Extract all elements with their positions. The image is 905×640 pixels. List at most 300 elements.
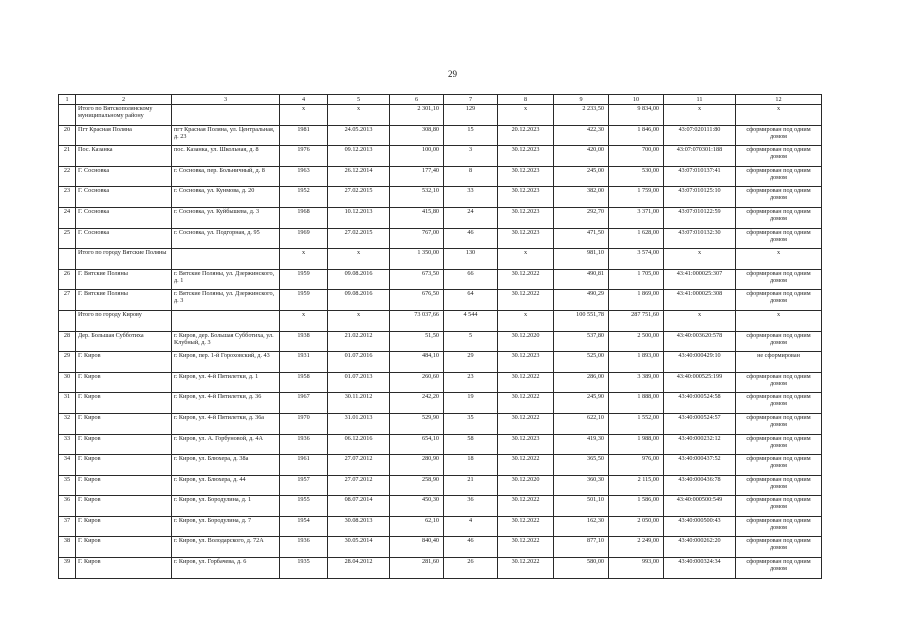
year-built-cell: 1957 <box>280 475 328 496</box>
cadastral-number-cell: 43:40:000524:57 <box>664 413 736 434</box>
locality-cell: Г. Сосновка <box>76 166 172 187</box>
recognition-date-cell: 27.07.2012 <box>328 455 390 476</box>
resettlement-date-cell: x <box>498 310 554 331</box>
locality-cell: Г. Киров <box>76 352 172 373</box>
year-built-cell: x <box>280 249 328 270</box>
area-cell: 415,80 <box>390 207 444 228</box>
cadastral-number-cell: 43:40:003620:578 <box>664 331 736 352</box>
address-cell: г. Сосновка, ул. Куйбышева, д. 3 <box>172 207 280 228</box>
recognition-date-cell: 30.08.2013 <box>328 516 390 537</box>
residents-count-cell: 66 <box>444 269 498 290</box>
cadastral-number-cell: 43:40:000524:58 <box>664 393 736 414</box>
resettlement-date-cell: 30.12.2022 <box>498 290 554 311</box>
table-row <box>59 372 822 393</box>
table-row <box>59 475 822 496</box>
column-number: 4 <box>280 95 328 105</box>
address-cell: пгт Красная Поляна, ул. Центральная, д. 23 <box>172 125 280 146</box>
land-area-cell: 245,90 <box>554 393 609 414</box>
cadastral-number-cell: 43:40:000429:10 <box>664 352 736 373</box>
area-cell: 654,10 <box>390 434 444 455</box>
land-area-cell: 622,10 <box>554 413 609 434</box>
year-built-cell: 1970 <box>280 413 328 434</box>
page-number: 29 <box>448 69 457 79</box>
recognition-date-cell: x <box>328 105 390 126</box>
cadastral-number-cell: 43:40:000324:34 <box>664 558 736 579</box>
plot-area-cell: 287 751,60 <box>609 310 664 331</box>
locality-cell: Г. Киров <box>76 558 172 579</box>
year-built-cell: 1981 <box>280 125 328 146</box>
locality-cell: Г. Вятские Поляны <box>76 269 172 290</box>
cadastral-number-cell: 43:40:000437:52 <box>664 455 736 476</box>
recognition-date-cell: 26.12.2014 <box>328 166 390 187</box>
plot-status-cell: сформирован под одним домом <box>736 516 822 537</box>
row-number-cell: 25 <box>59 228 76 249</box>
plot-status-cell: сформирован под одним домом <box>736 475 822 496</box>
land-area-cell: 471,50 <box>554 228 609 249</box>
recognition-date-cell: 27.02.2015 <box>328 228 390 249</box>
table-row <box>59 434 822 455</box>
locality-cell: Г. Киров <box>76 393 172 414</box>
year-built-cell: x <box>280 105 328 126</box>
locality-cell: Г. Сосновка <box>76 187 172 208</box>
cadastral-number-cell: x <box>664 310 736 331</box>
plot-status-cell: сформирован под одним домом <box>736 187 822 208</box>
row-number-cell <box>59 249 76 270</box>
row-number-cell <box>59 105 76 126</box>
locality-cell: Дер. Большая Субботиха <box>76 331 172 352</box>
row-number-cell: 38 <box>59 537 76 558</box>
row-number-cell: 36 <box>59 496 76 517</box>
address-cell: г. Киров, ул. Володарского, д. 72А <box>172 537 280 558</box>
land-area-cell: 245,00 <box>554 166 609 187</box>
row-number-cell: 21 <box>59 146 76 167</box>
year-built-cell: 1959 <box>280 290 328 311</box>
residents-count-cell: 24 <box>444 207 498 228</box>
address-cell: г. Киров, ул. Бородулина, д. 7 <box>172 516 280 537</box>
plot-status-cell: x <box>736 249 822 270</box>
year-built-cell: x <box>280 310 328 331</box>
resettlement-date-cell: 30.12.2022 <box>498 372 554 393</box>
row-number-cell: 20 <box>59 125 76 146</box>
cadastral-number-cell: 43:40:000525:199 <box>664 372 736 393</box>
locality-cell: Г. Киров <box>76 475 172 496</box>
table-row <box>59 537 822 558</box>
row-number-cell: 24 <box>59 207 76 228</box>
land-area-cell: 501,10 <box>554 496 609 517</box>
plot-area-cell: 3 389,00 <box>609 372 664 393</box>
plot-status-cell: не сформирован <box>736 352 822 373</box>
row-number-cell: 26 <box>59 269 76 290</box>
row-number-cell: 28 <box>59 331 76 352</box>
recognition-date-cell: 09.12.2013 <box>328 146 390 167</box>
year-built-cell: 1935 <box>280 558 328 579</box>
row-number-cell: 39 <box>59 558 76 579</box>
cadastral-number-cell: 43:40:000232:12 <box>664 434 736 455</box>
plot-status-cell: сформирован под одним домом <box>736 331 822 352</box>
column-number: 12 <box>736 95 822 105</box>
plot-area-cell: 9 834,00 <box>609 105 664 126</box>
area-cell: 1 350,00 <box>390 249 444 270</box>
year-built-cell: 1958 <box>280 372 328 393</box>
locality-cell: Г. Киров <box>76 413 172 434</box>
plot-area-cell: 3 371,00 <box>609 207 664 228</box>
resettlement-date-cell: 30.12.2023 <box>498 228 554 249</box>
area-cell: 281,60 <box>390 558 444 579</box>
cadastral-number-cell: 43:07:020111:80 <box>664 125 736 146</box>
row-number-cell: 34 <box>59 455 76 476</box>
plot-status-cell: сформирован под одним домом <box>736 372 822 393</box>
land-area-cell: 100 551,78 <box>554 310 609 331</box>
plot-status-cell: сформирован под одним домом <box>736 290 822 311</box>
area-cell: 308,80 <box>390 125 444 146</box>
column-number: 3 <box>172 95 280 105</box>
land-area-cell: 525,00 <box>554 352 609 373</box>
plot-area-cell: 3 574,00 <box>609 249 664 270</box>
residents-count-cell: 29 <box>444 352 498 373</box>
row-number-cell: 30 <box>59 372 76 393</box>
residents-count-cell: 130 <box>444 249 498 270</box>
residents-count-cell: 36 <box>444 496 498 517</box>
land-area-cell: 490,29 <box>554 290 609 311</box>
plot-status-cell: сформирован под одним домом <box>736 146 822 167</box>
plot-area-cell: 1 586,00 <box>609 496 664 517</box>
residents-count-cell: 15 <box>444 125 498 146</box>
locality-cell: Пос. Казанка <box>76 146 172 167</box>
locality-cell: Г. Сосновка <box>76 228 172 249</box>
column-number: 2 <box>76 95 172 105</box>
address-cell: г. Киров, ул. 4-й Пятилетки, д. 36 <box>172 393 280 414</box>
residents-count-cell: 18 <box>444 455 498 476</box>
resettlement-date-cell: 30.12.2023 <box>498 166 554 187</box>
locality-cell: Г. Киров <box>76 537 172 558</box>
plot-status-cell: сформирован под одним домом <box>736 455 822 476</box>
address-cell: г. Киров, ул. Бородулина, д. 1 <box>172 496 280 517</box>
column-number: 10 <box>609 95 664 105</box>
recognition-date-cell: 27.02.2015 <box>328 187 390 208</box>
resettlement-date-cell: 30.12.2022 <box>498 269 554 290</box>
plot-area-cell: 2 050,00 <box>609 516 664 537</box>
cadastral-number-cell: 43:07:010137:41 <box>664 166 736 187</box>
resettlement-date-cell: 30.12.2022 <box>498 558 554 579</box>
address-cell: г. Вятские Поляны, ул. Дзержинского, д. 1 <box>172 269 280 290</box>
land-area-cell: 419,30 <box>554 434 609 455</box>
area-cell: 532,10 <box>390 187 444 208</box>
address-cell: г. Киров, дер. Большая Субботиха, ул. Клубный, д. 3 <box>172 331 280 352</box>
year-built-cell: 1955 <box>280 496 328 517</box>
table-row <box>59 331 822 352</box>
land-area-cell: 422,30 <box>554 125 609 146</box>
year-built-cell: 1952 <box>280 187 328 208</box>
residents-count-cell: 46 <box>444 228 498 249</box>
area-cell: 484,10 <box>390 352 444 373</box>
land-area-cell: 382,00 <box>554 187 609 208</box>
address-cell: г. Киров, пер. 1-й Гороховский, д. 43 <box>172 352 280 373</box>
cadastral-number-cell: 43:40:000500:43 <box>664 516 736 537</box>
land-area-cell: 365,50 <box>554 455 609 476</box>
plot-area-cell: 1 988,00 <box>609 434 664 455</box>
locality-cell: Г. Киров <box>76 372 172 393</box>
resettlement-date-cell: x <box>498 105 554 126</box>
resettlement-date-cell: 30.12.2023 <box>498 187 554 208</box>
area-cell: 767,00 <box>390 228 444 249</box>
area-cell: 280,90 <box>390 455 444 476</box>
address-cell <box>172 249 280 270</box>
plot-area-cell: 1 846,00 <box>609 125 664 146</box>
plot-status-cell: сформирован под одним домом <box>736 537 822 558</box>
area-cell: 100,00 <box>390 146 444 167</box>
recognition-date-cell: 30.05.2014 <box>328 537 390 558</box>
land-area-cell: 537,80 <box>554 331 609 352</box>
cadastral-number-cell: 43:41:000025:307 <box>664 269 736 290</box>
residents-count-cell: 23 <box>444 372 498 393</box>
cadastral-number-cell: x <box>664 249 736 270</box>
land-area-cell: 286,00 <box>554 372 609 393</box>
plot-area-cell: 976,00 <box>609 455 664 476</box>
column-number: 11 <box>664 95 736 105</box>
plot-area-cell: 1 552,00 <box>609 413 664 434</box>
plot-area-cell: 1 759,00 <box>609 187 664 208</box>
land-area-cell: 580,00 <box>554 558 609 579</box>
land-area-cell: 981,10 <box>554 249 609 270</box>
recognition-date-cell: 09.08.2016 <box>328 269 390 290</box>
recognition-date-cell: 01.07.2016 <box>328 352 390 373</box>
table-row <box>59 269 822 290</box>
area-cell: 242,20 <box>390 393 444 414</box>
cadastral-number-cell: 43:07:010125:10 <box>664 187 736 208</box>
residents-count-cell: 35 <box>444 413 498 434</box>
year-built-cell: 1938 <box>280 331 328 352</box>
resettlement-date-cell: 30.12.2022 <box>498 537 554 558</box>
resettlement-date-cell: 20.12.2023 <box>498 125 554 146</box>
land-area-cell: 877,10 <box>554 537 609 558</box>
row-number-cell: 37 <box>59 516 76 537</box>
recognition-date-cell: 08.07.2014 <box>328 496 390 517</box>
year-built-cell: 1931 <box>280 352 328 373</box>
plot-status-cell: сформирован под одним домом <box>736 125 822 146</box>
subtotal-row <box>59 105 822 126</box>
plot-area-cell: 1 888,00 <box>609 393 664 414</box>
residents-count-cell: 26 <box>444 558 498 579</box>
recognition-date-cell: 30.11.2012 <box>328 393 390 414</box>
column-number: 8 <box>498 95 554 105</box>
plot-area-cell: 1 893,00 <box>609 352 664 373</box>
residents-count-cell: 3 <box>444 146 498 167</box>
recognition-date-cell: x <box>328 310 390 331</box>
year-built-cell: 1968 <box>280 207 328 228</box>
address-cell: г. Киров, ул. Блюхера, д. 38а <box>172 455 280 476</box>
address-cell: г. Киров, ул. Горбачева, д. 6 <box>172 558 280 579</box>
address-cell: г. Сосновка, ул. Подгорная, д. 95 <box>172 228 280 249</box>
year-built-cell: 1959 <box>280 269 328 290</box>
plot-status-cell: сформирован под одним домом <box>736 434 822 455</box>
plot-status-cell: сформирован под одним домом <box>736 166 822 187</box>
land-area-cell: 162,30 <box>554 516 609 537</box>
locality-cell: Г. Вятские Поляны <box>76 290 172 311</box>
row-number-cell: 27 <box>59 290 76 311</box>
resettlement-date-cell: x <box>498 249 554 270</box>
locality-cell: Г. Сосновка <box>76 207 172 228</box>
address-cell: г. Киров, ул. Блюхера, д. 44 <box>172 475 280 496</box>
area-cell: 840,40 <box>390 537 444 558</box>
cadastral-number-cell: 43:40:000262:20 <box>664 537 736 558</box>
year-built-cell: 1961 <box>280 455 328 476</box>
table-row <box>59 125 822 146</box>
plot-area-cell: 2 500,00 <box>609 331 664 352</box>
area-cell: 177,40 <box>390 166 444 187</box>
plot-area-cell: 1 628,00 <box>609 228 664 249</box>
locality-cell: Г. Киров <box>76 516 172 537</box>
plot-status-cell: сформирован под одним домом <box>736 413 822 434</box>
plot-status-cell: сформирован под одним домом <box>736 269 822 290</box>
table-row <box>59 455 822 476</box>
column-number: 7 <box>444 95 498 105</box>
residents-count-cell: 33 <box>444 187 498 208</box>
land-area-cell: 360,30 <box>554 475 609 496</box>
recognition-date-cell: 21.02.2012 <box>328 331 390 352</box>
plot-status-cell: сформирован под одним домом <box>736 558 822 579</box>
row-number-cell: 29 <box>59 352 76 373</box>
area-cell: 676,50 <box>390 290 444 311</box>
locality-cell: Итого по Вятскополянскому муниципальному району <box>76 105 172 126</box>
resettlement-date-cell: 30.12.2022 <box>498 455 554 476</box>
residents-count-cell: 19 <box>444 393 498 414</box>
table-row <box>59 516 822 537</box>
residents-count-cell: 58 <box>444 434 498 455</box>
year-built-cell: 1967 <box>280 393 328 414</box>
plot-status-cell: сформирован под одним домом <box>736 393 822 414</box>
locality-cell: Пгт Красная Поляна <box>76 125 172 146</box>
residents-count-cell: 64 <box>444 290 498 311</box>
cadastral-number-cell: 43:40:000436:78 <box>664 475 736 496</box>
recognition-date-cell: 27.07.2012 <box>328 475 390 496</box>
recognition-date-cell: 10.12.2013 <box>328 207 390 228</box>
plot-area-cell: 2 249,00 <box>609 537 664 558</box>
area-cell: 51,50 <box>390 331 444 352</box>
subtotal-row <box>59 310 822 331</box>
year-built-cell: 1969 <box>280 228 328 249</box>
residents-count-cell: 129 <box>444 105 498 126</box>
cadastral-number-cell: 43:07:010122:59 <box>664 207 736 228</box>
cadastral-number-cell: x <box>664 105 736 126</box>
area-cell: 260,60 <box>390 372 444 393</box>
residents-count-cell: 8 <box>444 166 498 187</box>
cadastral-number-cell: 43:07:070301:188 <box>664 146 736 167</box>
address-cell: г. Вятские Поляны, ул. Дзержинского, д. 3 <box>172 290 280 311</box>
address-cell: г. Сосновка, ул. Кунмова, д. 20 <box>172 187 280 208</box>
plot-area-cell: 993,00 <box>609 558 664 579</box>
column-number-row <box>59 95 822 105</box>
plot-status-cell: x <box>736 310 822 331</box>
land-area-cell: 2 233,50 <box>554 105 609 126</box>
row-number-cell: 33 <box>59 434 76 455</box>
year-built-cell: 1954 <box>280 516 328 537</box>
table-row <box>59 228 822 249</box>
plot-status-cell: сформирован под одним домом <box>736 207 822 228</box>
column-number: 1 <box>59 95 76 105</box>
residents-count-cell: 5 <box>444 331 498 352</box>
table-row <box>59 393 822 414</box>
row-number-cell: 23 <box>59 187 76 208</box>
row-number-cell <box>59 310 76 331</box>
recognition-date-cell: 31.01.2013 <box>328 413 390 434</box>
area-cell: 450,30 <box>390 496 444 517</box>
residents-count-cell: 46 <box>444 537 498 558</box>
area-cell: 62,10 <box>390 516 444 537</box>
resettlement-date-cell: 30.12.2023 <box>498 207 554 228</box>
table-row <box>59 146 822 167</box>
table-row <box>59 413 822 434</box>
year-built-cell: 1976 <box>280 146 328 167</box>
table-row <box>59 290 822 311</box>
resettlement-date-cell: 30.12.2020 <box>498 331 554 352</box>
area-cell: 673,50 <box>390 269 444 290</box>
locality-cell: Г. Киров <box>76 455 172 476</box>
resettlement-date-cell: 30.12.2022 <box>498 393 554 414</box>
resettlement-date-cell: 30.12.2023 <box>498 434 554 455</box>
row-number-cell: 31 <box>59 393 76 414</box>
plot-area-cell: 2 115,00 <box>609 475 664 496</box>
address-cell: г. Киров, ул. А. Горбуновой, д. 4А <box>172 434 280 455</box>
plot-status-cell: x <box>736 105 822 126</box>
area-cell: 529,90 <box>390 413 444 434</box>
resettlement-date-cell: 30.12.2022 <box>498 413 554 434</box>
plot-area-cell: 530,00 <box>609 166 664 187</box>
address-cell <box>172 105 280 126</box>
table-row <box>59 207 822 228</box>
table-row <box>59 187 822 208</box>
address-cell: г. Киров, ул. 4-й Пятилетки, д. 36а <box>172 413 280 434</box>
address-cell: г. Сосновка, пер. Больничный, д. 8 <box>172 166 280 187</box>
cadastral-number-cell: 43:40:000500:549 <box>664 496 736 517</box>
column-number: 6 <box>390 95 444 105</box>
subtotal-row <box>59 249 822 270</box>
recognition-date-cell: x <box>328 249 390 270</box>
year-built-cell: 1936 <box>280 537 328 558</box>
recognition-date-cell: 01.07.2013 <box>328 372 390 393</box>
address-cell <box>172 310 280 331</box>
table-row <box>59 352 822 373</box>
column-number: 5 <box>328 95 390 105</box>
land-area-cell: 292,70 <box>554 207 609 228</box>
land-area-cell: 420,00 <box>554 146 609 167</box>
row-number-cell: 35 <box>59 475 76 496</box>
plot-area-cell: 700,00 <box>609 146 664 167</box>
locality-cell: Г. Киров <box>76 496 172 517</box>
address-cell: г. Киров, ул. 4-й Пятилетки, д. 1 <box>172 372 280 393</box>
table-row <box>59 166 822 187</box>
housing-registry-table <box>58 94 822 579</box>
locality-cell: Итого по городу Вятские Поляны <box>76 249 172 270</box>
area-cell: 2 301,10 <box>390 105 444 126</box>
residents-count-cell: 21 <box>444 475 498 496</box>
resettlement-date-cell: 30.12.2023 <box>498 352 554 373</box>
cadastral-number-cell: 43:41:000025:308 <box>664 290 736 311</box>
resettlement-date-cell: 30.12.2022 <box>498 516 554 537</box>
recognition-date-cell: 28.04.2012 <box>328 558 390 579</box>
year-built-cell: 1963 <box>280 166 328 187</box>
row-number-cell: 22 <box>59 166 76 187</box>
locality-cell: Г. Киров <box>76 434 172 455</box>
resettlement-date-cell: 30.12.2022 <box>498 496 554 517</box>
area-cell: 73 037,66 <box>390 310 444 331</box>
plot-area-cell: 1 705,00 <box>609 269 664 290</box>
row-number-cell: 32 <box>59 413 76 434</box>
locality-cell: Итого по городу Кирову <box>76 310 172 331</box>
residents-count-cell: 4 <box>444 516 498 537</box>
address-cell: пос. Казанка, ул. Школьная, д. 8 <box>172 146 280 167</box>
residents-count-cell: 4 544 <box>444 310 498 331</box>
column-number: 9 <box>554 95 609 105</box>
